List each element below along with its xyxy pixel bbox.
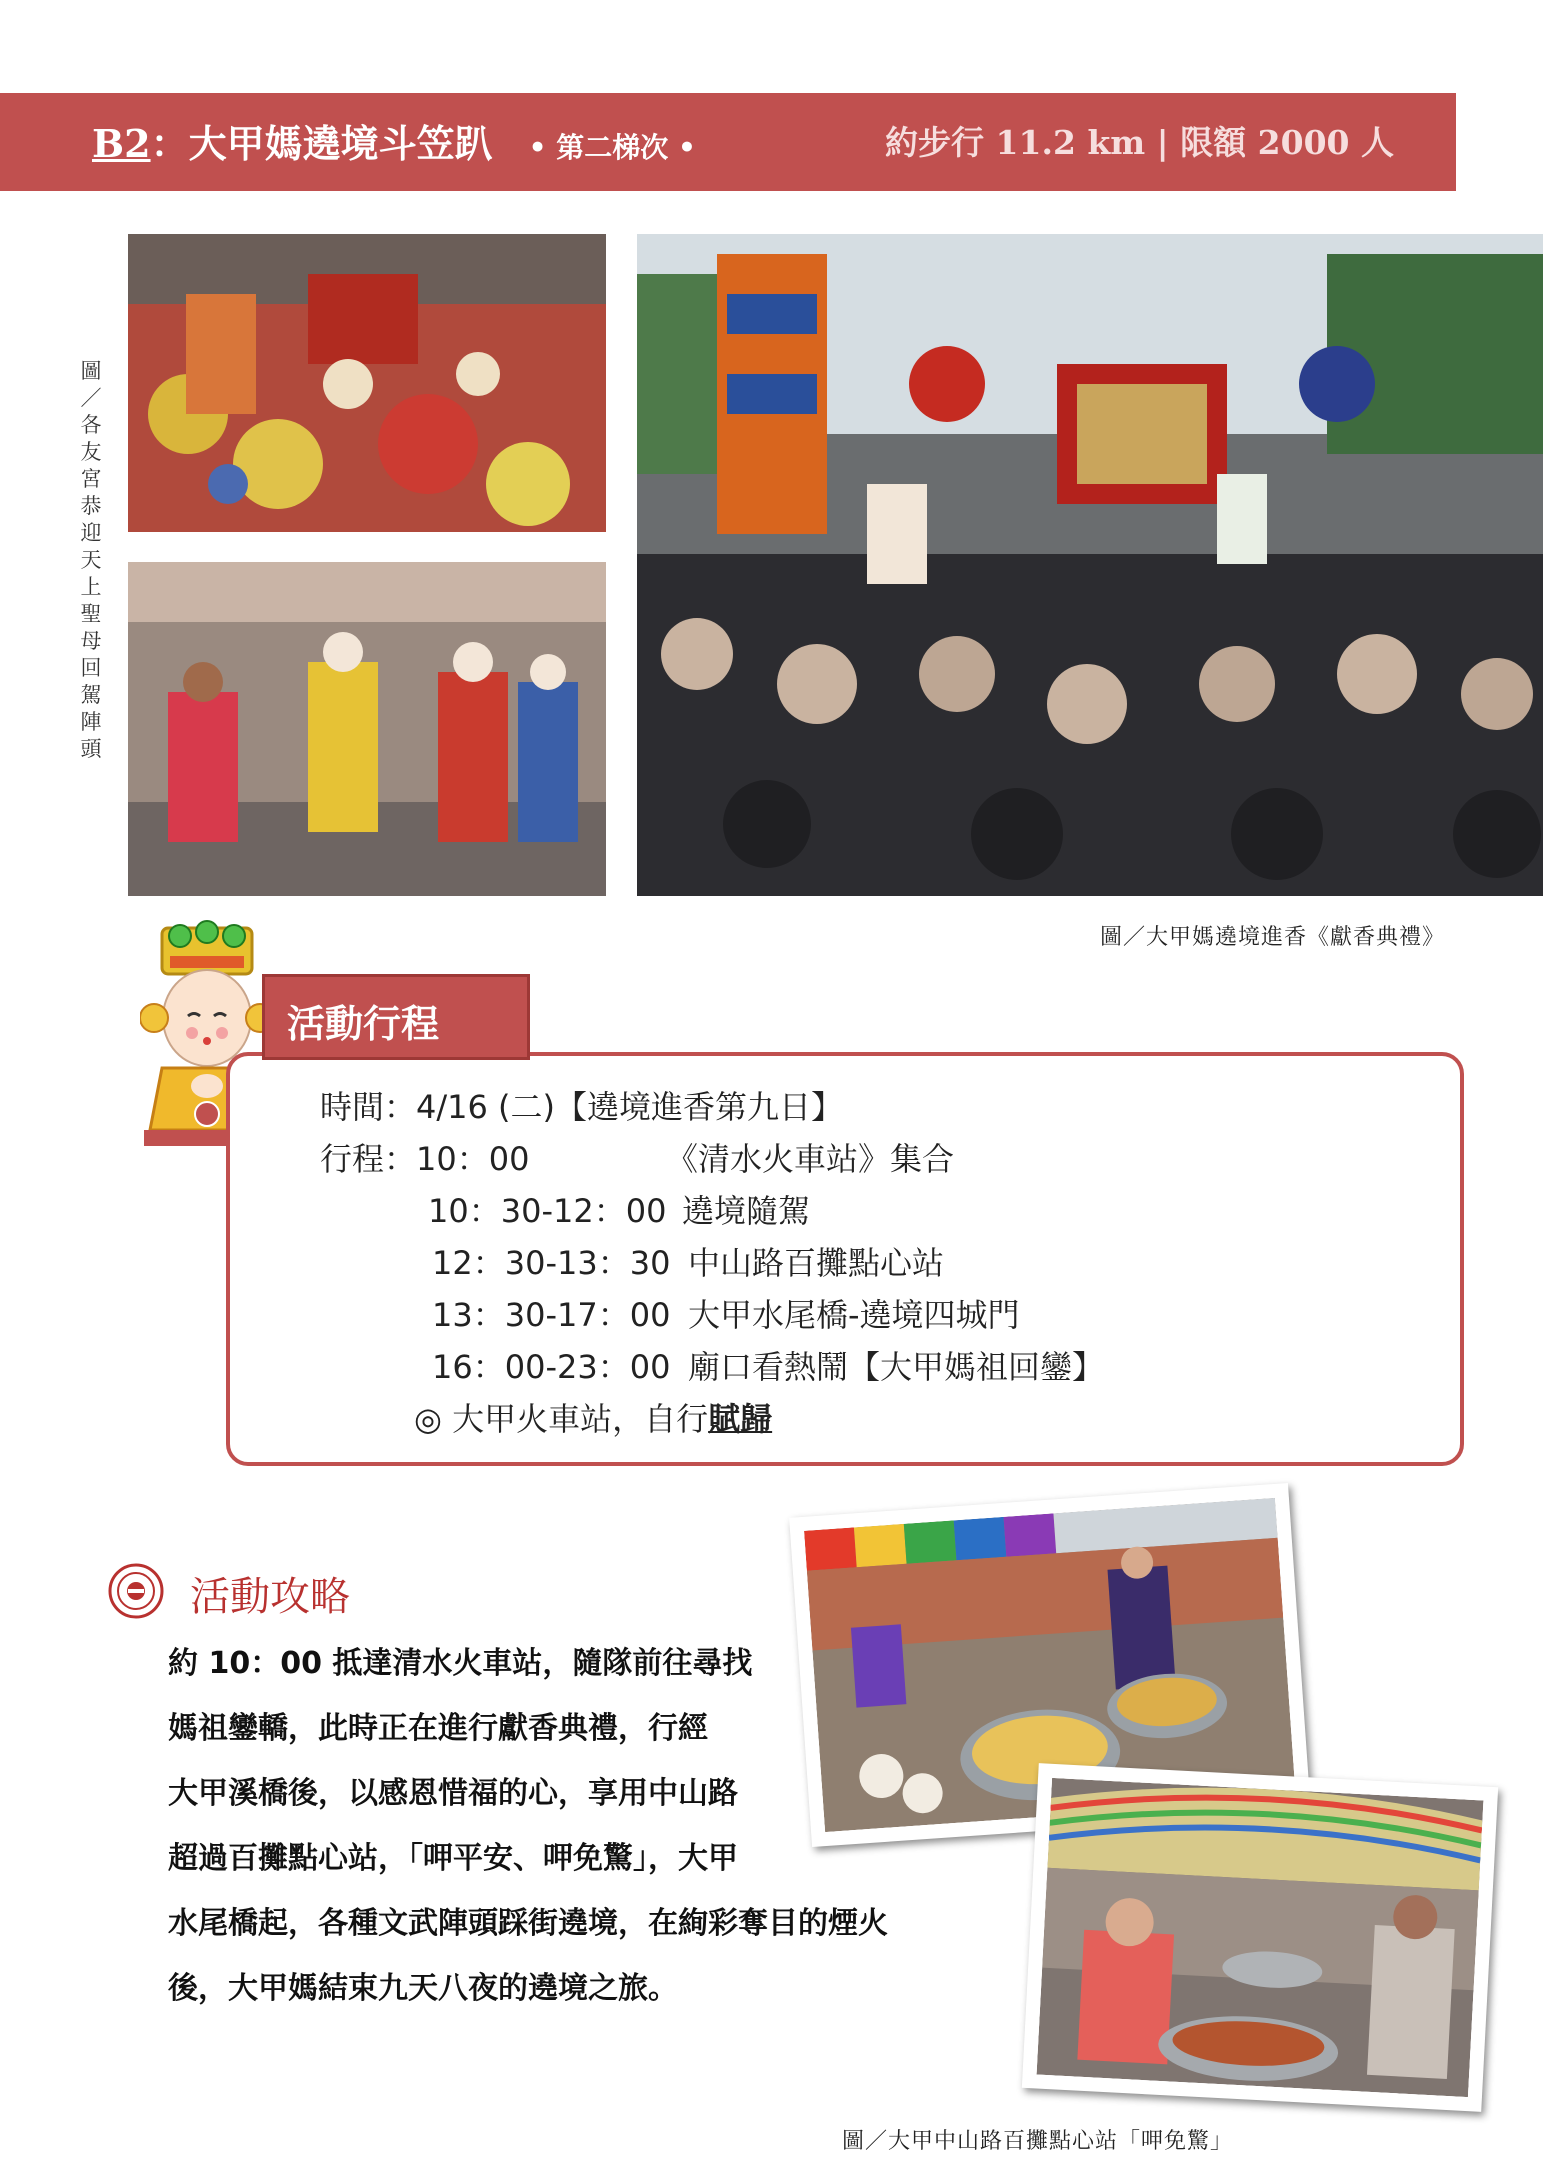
return-prefix: ◎ 大甲火車站，自行 [414,1400,709,1438]
schedule-row-4 [432,1342,670,1388]
route-title: 大甲媽遶境斗笠趴 [188,121,493,166]
strategy-line-1: 媽祖鑾轎，此時正在進行獻香典禮，行經 [168,1711,708,1746]
return-emphasis: 賦歸 [708,1400,773,1438]
schedule-time-1: 10：30-12：00 [428,1192,667,1230]
strategy-line-4: 水尾橋起，各種文武陣頭踩街遶境，在絢彩奪目的煙火 [168,1906,888,1941]
strategy-line-5: 後，大甲媽結束九天八夜的遶境之旅。 [168,1971,678,2006]
schedule-desc-1: 遶境隨駕 [682,1192,811,1230]
schedule-desc-4: 廟口看熱鬧【大甲媽祖回鑾】 [688,1348,1105,1386]
title-separator: ： [150,121,189,166]
snack-caption: 圖／大甲中山路百攤點心站「呷免驚」 [842,2129,1234,2154]
schedule-time-3: 13：30-17：00 [432,1296,671,1334]
schedule-time-2: 12：30-13：30 [432,1244,671,1282]
troupe-photo [128,562,606,896]
schedule-row-2 [432,1238,670,1284]
schedule-heading-tab [262,974,530,1060]
header-banner [0,93,1456,191]
ceremony-photo [637,234,1543,896]
route-code: B2 [92,121,151,166]
schedule-return [414,1394,772,1440]
schedule-time-4: 16：00-23：00 [432,1348,671,1386]
schedule-desc-2: 中山路百攤點心站 [688,1244,945,1282]
schedule-row-0 [320,1134,529,1180]
banner-title [92,113,696,168]
strategy-heading: 活動攻略 [190,1574,350,1620]
strategy-line-0: 約 10：00 抵達清水火車站，隨隊前往尋找 [168,1646,753,1681]
vertical-caption: 圖／各友宮恭迎天上聖母回駕陣頭 [80,359,102,761]
tier-label: • 第二梯次 • [528,131,696,164]
route-label: 行程： [320,1140,417,1178]
procession-photo-1 [128,234,606,532]
schedule-row-3 [432,1290,670,1336]
seal-icon [108,1563,164,1619]
schedule-time: 時間：4/16 (二)【遶境進香第九日】 [320,1088,844,1126]
ceremony-caption: 圖／大甲媽遶境進香《獻香典禮》 [1100,925,1446,950]
serving-polaroid [1022,1763,1498,2112]
schedule-desc-0: 《清水火車站》集合 [666,1140,955,1178]
schedule-row-1 [428,1186,666,1232]
route-info: 約步行 11.2 km | 限額 2000 人 [885,123,1394,162]
strategy-line-3: 超過百攤點心站，「呷平安、呷免驚」，大甲 [168,1841,738,1876]
schedule-time-0: 10：00 [416,1140,530,1178]
schedule-desc-3: 大甲水尾橋-遶境四城門 [688,1296,1020,1334]
strategy-line-2: 大甲溪橋後，以感恩惜福的心，享用中山路 [168,1776,738,1811]
schedule-heading: 活動行程 [287,1001,440,1046]
